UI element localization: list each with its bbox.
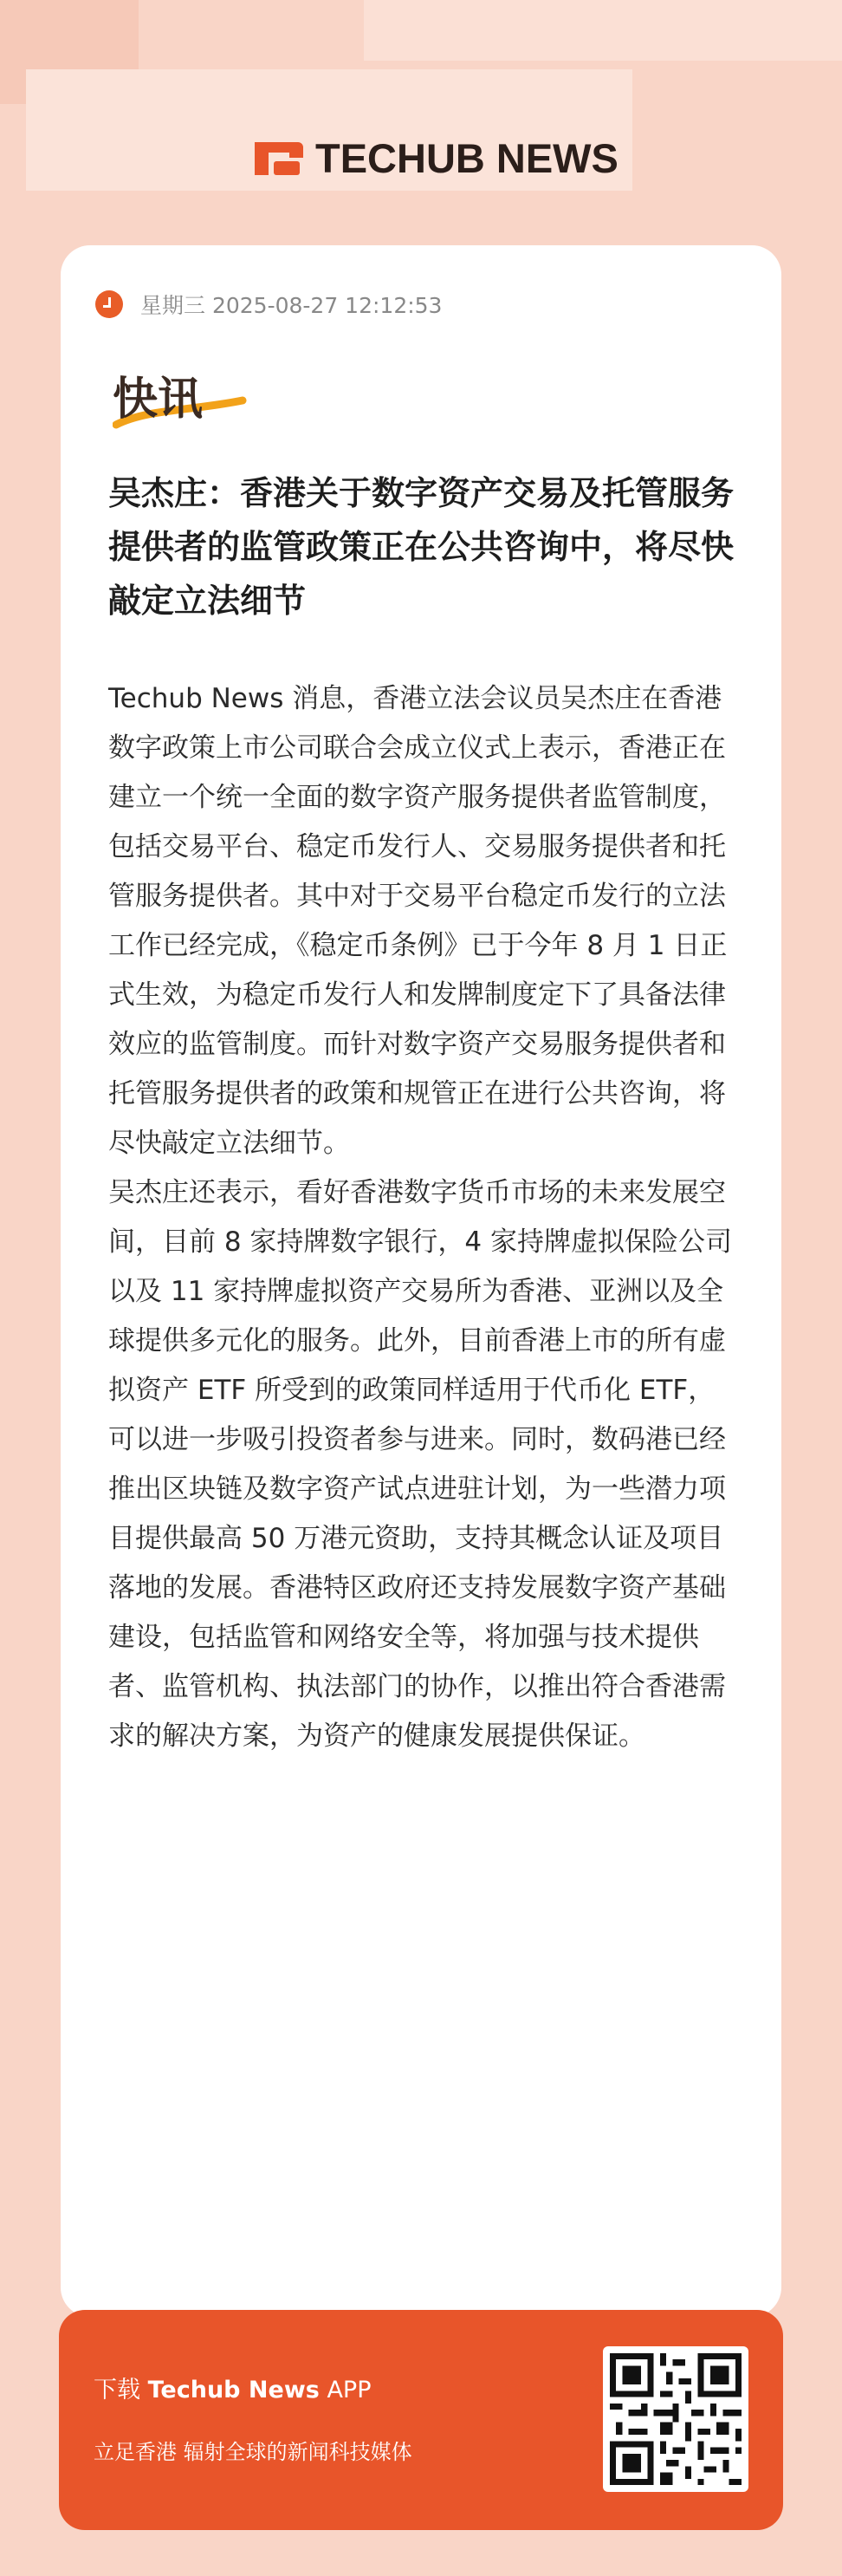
background-shape xyxy=(364,0,842,61)
qr-code[interactable] xyxy=(603,2346,748,2492)
brand-logo xyxy=(251,134,619,182)
article-paragraph: Techub News 消息，香港立法会议员吴杰庄在香港数字政策上市公司联合会成立仪式上表示，香港正在建立一个统一全面的数字资产服务提供者监管制度，包括交易平台、稳定币发行人、交易服务提供者和托管服务提供者。其中对于交易平台稳定币发行的立法工作已经完成，《稳定币条例》已于今年 8 月 1 日正式生效，为稳定币发行人和发牌制度定下了具备法律效应的监管制度。而针对数字资产交易服务提供者和托管服务提供者的政策和规管正在进行公共咨询，将尽快敲定立法细节。 xyxy=(108,683,728,1159)
tag-label: 快讯 xyxy=(113,374,204,426)
slogan: 立足香港 辐射全球的新闻科技媒体 xyxy=(94,2440,412,2464)
qr-code-icon xyxy=(610,2353,742,2485)
article-meta xyxy=(95,289,442,320)
article-title: 吴杰庄：香港关于数字资产交易及托管服务提供者的监管政策正在公共咨询中，将尽快敲定立法细节 xyxy=(108,474,735,620)
logo-text: TECHUB NEWS xyxy=(315,135,619,181)
publish-datetime: 星期三 2025-08-27 12:12:53 xyxy=(140,293,443,318)
article-paragraph: 吴杰庄还表示，看好香港数字货币市场的未来发展空间，目前 8 家持牌数字银行，4 家持牌虚拟保险公司以及 11 家持牌虚拟资产交易所为香港、亚洲以及全球提供多元化的服务。此外，目前香港上市的所有虚拟资产 ETF 所受到的政策同样适用于代币化 ETF，可以进一步吸引投资者参与进来。同时，数码港已经推出区块链及数字资产试点进驻计划，为一些潜力项目提供最高 50 万港元资助，支持其概念认证及项目落地的发展。香港特区政府还支持发展数字资产基础建设，包括监管和网络安全等，将加强与技术提供者、监管机构、执法部门的协作，以推出符合香港需求的解决方案，为资产的健康发展提供保证。 xyxy=(108,1177,733,1752)
clock-icon xyxy=(95,290,123,318)
logo-icon xyxy=(251,139,307,179)
article-card xyxy=(61,245,781,2317)
article-body xyxy=(108,674,741,1761)
flash-news-tag xyxy=(113,362,260,432)
download-text: 下载 Techub News APP xyxy=(94,2377,372,2404)
app-download-banner[interactable] xyxy=(59,2310,783,2530)
